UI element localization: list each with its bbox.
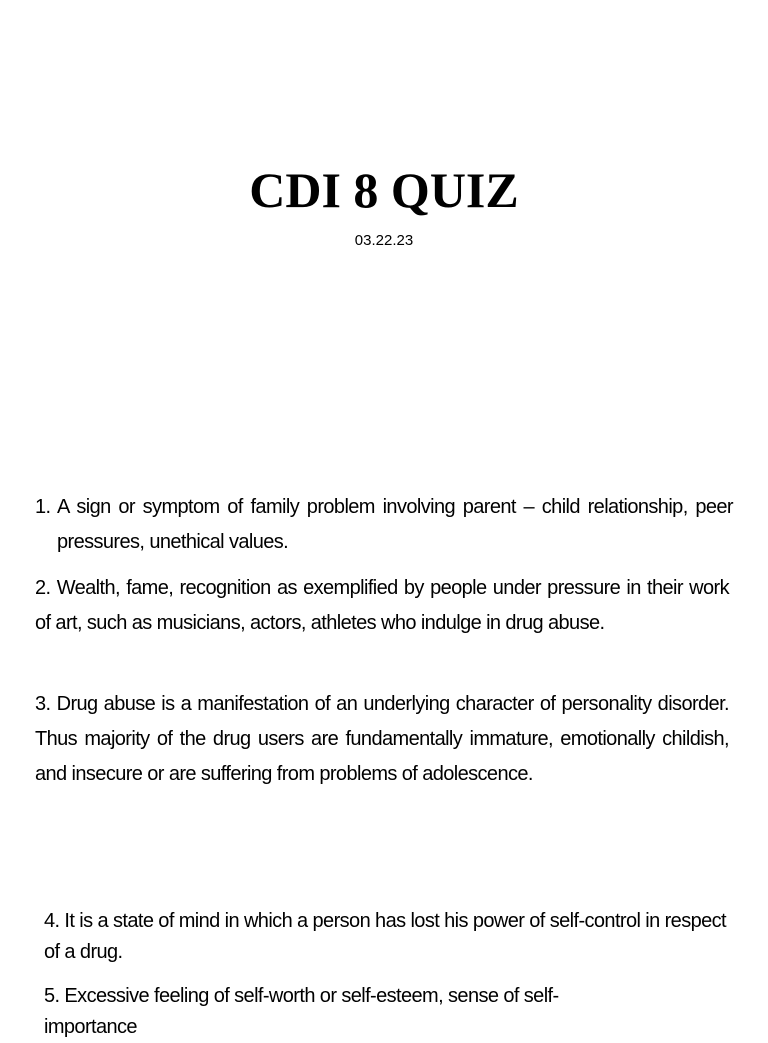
question-4: 4. It is a state of mind in which a person has lost his power of self-control in respect of a drug.: [44, 910, 726, 963]
question-1-text: A sign or symptom of family problem involving parent – child relationship, peer pressures, unethical values.: [57, 496, 733, 553]
question-5: 5. Excessive feeling of self-worth or self-esteem, sense of self-importance: [44, 985, 559, 1038]
question-2: 2. Wealth, fame, recognition as exemplified by people under pressure in their work of art, such as musicians, actors, athletes who indulge in drug abuse.: [35, 577, 729, 634]
question-1: [35, 490, 733, 560]
quiz-date: 03.22.23: [354, 232, 414, 249]
page-title: CDI 8 QUIZ: [249, 162, 519, 218]
question-3: 3. Drug abuse is a manifestation of an underlying character of personality disorder. Thus majority of the drug users are fundamentally immature, emotionally childish, and insecure or are suffering from problems of adolescence.: [35, 693, 729, 785]
question-1-number: 1.: [35, 496, 51, 518]
